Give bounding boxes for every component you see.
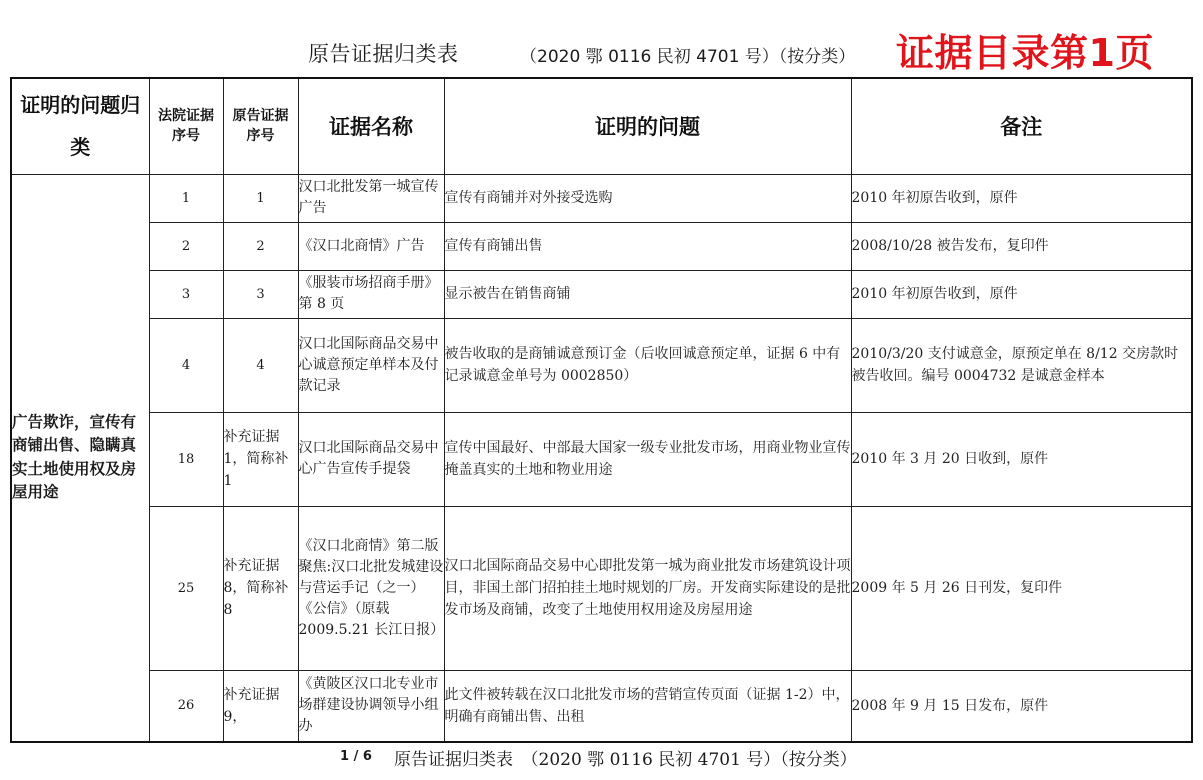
case-number: （2020 鄂 0116 民初 4701 号）（按分类） <box>520 47 856 67</box>
issue-cell: 宣传有商铺并对外接受选购 <box>444 174 851 222</box>
header-note: 备注 <box>851 78 1192 174</box>
court-number-cell: 26 <box>149 670 223 742</box>
evidence-name-cell: 《汉口北商情》广告 <box>298 222 444 270</box>
plaintiff-number-cell: 1 <box>223 174 298 222</box>
evidence-table <box>10 77 1193 743</box>
table-row <box>11 270 1192 318</box>
note-cell: 2009 年 5 月 26 日刊发，复印件 <box>851 506 1192 670</box>
court-number-cell: 2 <box>149 222 223 270</box>
header-evidence-name: 证据名称 <box>298 78 444 174</box>
header-issue: 证明的问题 <box>444 78 851 174</box>
note-cell: 2010 年初原告收到，原件 <box>851 174 1192 222</box>
court-number-cell: 25 <box>149 506 223 670</box>
plaintiff-number-cell: 3 <box>223 270 298 318</box>
issue-cell: 汉口北国际商品交易中心即批发第一城为商业批发市场建筑设计项目，非国土部门招拍挂土地时规划的厂房。开发商实际建设的是批发市场及商铺，改变了土地使用权用途及房屋用途 <box>444 506 851 670</box>
plaintiff-number-cell: 补充证据 9， <box>223 670 298 742</box>
issue-cell: 宣传中国最好、中部最大国家一级专业批发市场，用商业物业宣传掩盖真实的土地和物业用途 <box>444 412 851 506</box>
plaintiff-number-cell: 补充证据 1，简称补 1 <box>223 412 298 506</box>
evidence-name-cell: 汉口北国际商品交易中心广告宣传手提袋 <box>298 412 444 506</box>
header-plaintiff-number: 原告证据序号 <box>223 78 298 174</box>
page-number: 1 / 6 <box>340 749 372 764</box>
note-cell: 2010/3/20 支付诚意金，原预定单在 8/12 交房款时被告收回。编号 0004732 是诚意金样本 <box>851 318 1192 412</box>
table-row <box>11 174 1192 222</box>
note-cell: 2010 年 3 月 20 日收到，原件 <box>851 412 1192 506</box>
plaintiff-number-cell: 2 <box>223 222 298 270</box>
evidence-name-cell: 《服装市场招商手册》第 8 页 <box>298 270 444 318</box>
table-header-row <box>11 78 1192 174</box>
note-cell: 2010 年初原告收到，原件 <box>851 270 1192 318</box>
court-number-cell: 1 <box>149 174 223 222</box>
category-cell: 广告欺诈，宣传有商铺出售、隐瞒真实土地使用权及房屋用途 <box>11 174 149 742</box>
issue-cell: 宣传有商铺出售 <box>444 222 851 270</box>
evidence-name-cell: 《汉口北商情》第二版聚焦:汉口北批发城建设与营运手记（之一） 《公信》（原载 2009.5.21 长江日报） <box>298 506 444 670</box>
table-row <box>11 670 1192 742</box>
court-number-cell: 3 <box>149 270 223 318</box>
issue-cell: 此文件被转载在汉口北批发市场的营销宣传页面（证据 1-2）中，明确有商铺出售、出租 <box>444 670 851 742</box>
table-row <box>11 412 1192 506</box>
page-footer <box>0 745 1203 769</box>
evidence-name-cell: 汉口北国际商品交易中心诚意预定单样本及付款记录 <box>298 318 444 412</box>
court-number-cell: 18 <box>149 412 223 506</box>
note-cell: 2008/10/28 被告发布，复印件 <box>851 222 1192 270</box>
evidence-name-cell: 汉口北批发第一城宣传广告 <box>298 174 444 222</box>
title-row <box>0 0 1203 76</box>
footer-title: 原告证据归类表 （2020 鄂 0116 民初 4701 号）（按分类） <box>394 750 857 770</box>
court-number-cell: 4 <box>149 318 223 412</box>
issue-cell: 被告收取的是商铺诚意预订金（后收回诚意预定单，证据 6 中有记录诚意金单号为 0002850） <box>444 318 851 412</box>
header-category: 证明的问题归类 <box>11 78 149 174</box>
table-row <box>11 222 1192 270</box>
plaintiff-number-cell: 4 <box>223 318 298 412</box>
table-row <box>11 318 1192 412</box>
document-title: 原告证据归类表 <box>308 42 459 66</box>
evidence-name-cell: 《黄陂区汉口北专业市场群建设协调领导小组办 <box>298 670 444 742</box>
evidence-catalog-page-label: 证据目录第1页 <box>896 31 1154 75</box>
header-court-number: 法院证据序号 <box>149 78 223 174</box>
plaintiff-number-cell: 补充证据 8，简称补 8 <box>223 506 298 670</box>
note-cell: 2008 年 9 月 15 日发布，原件 <box>851 670 1192 742</box>
table-row <box>11 506 1192 670</box>
issue-cell: 显示被告在销售商铺 <box>444 270 851 318</box>
